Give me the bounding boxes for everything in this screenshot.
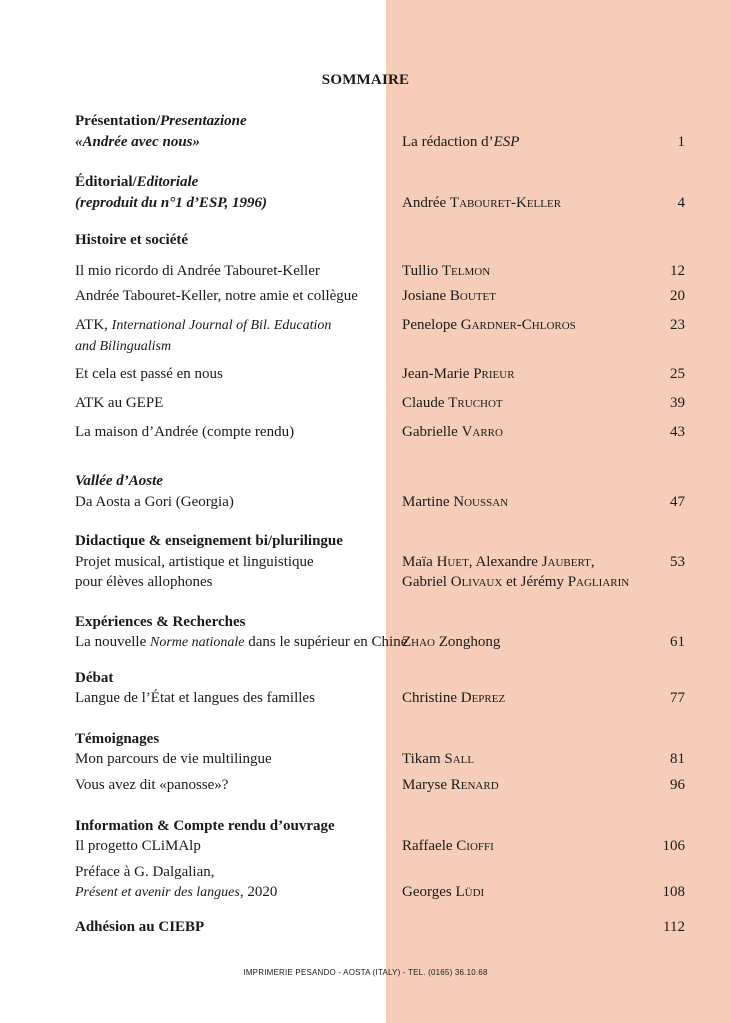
author-last: Prieur xyxy=(473,366,515,382)
toc-page: 43 xyxy=(670,424,685,440)
author-last: Gardner-Chloros xyxy=(460,317,576,333)
section-heading-vallee: Vallée d’Aoste xyxy=(75,473,163,489)
author-first: Zonghong xyxy=(435,634,501,650)
toc-title: Préface à G. Dalgalian, xyxy=(75,864,215,880)
toc-page: 25 xyxy=(670,366,685,382)
author-first: Georges xyxy=(402,884,456,900)
author-last: Tabouret-Keller xyxy=(449,195,562,211)
toc-page: 20 xyxy=(670,288,685,304)
toc-title xyxy=(75,634,407,651)
toc-author xyxy=(402,690,505,707)
toc-author xyxy=(402,494,508,511)
toc-author xyxy=(402,263,490,280)
toc-title: Et cela est passé en nous xyxy=(75,366,223,382)
author-last: Lüdi xyxy=(455,884,485,900)
author-last: Sall xyxy=(444,751,475,767)
toc-author xyxy=(402,554,595,571)
toc-title: Projet musical, artistique et linguistique xyxy=(75,554,314,570)
toc-title: Langue de l’État et langues des familles xyxy=(75,690,315,706)
section-heading-information: Information & Compte rendu d’ouvrage xyxy=(75,818,335,834)
author-last: Telmon xyxy=(441,263,491,279)
author-first: Gabriel xyxy=(402,574,451,590)
toc-author xyxy=(402,838,494,855)
printer-footer: IMPRIMERIE PESANDO - AOSTA (ITALY) - TEL. (0165) 36.10.68 xyxy=(243,968,488,977)
section-heading-temoignages: Témoignages xyxy=(75,731,160,747)
toc-title: La maison d’Andrée (compte rendu) xyxy=(75,424,295,440)
section-heading-didactique: Didactique & enseignement bi/plurilingue xyxy=(75,533,343,549)
toc-page: 96 xyxy=(670,777,685,793)
editorial-page: 4 xyxy=(677,195,685,211)
section-heading-experiences: Expériences & Recherches xyxy=(75,614,246,630)
toc-title: Vous avez dit «panosse»? xyxy=(75,777,229,793)
presentation-subtitle: «Andrée avec nous» xyxy=(75,134,200,150)
toc-title-cont xyxy=(75,884,277,901)
toc-page: 77 xyxy=(670,690,685,706)
author-last: Deprez xyxy=(460,690,506,706)
author-esp: ESP xyxy=(493,134,520,150)
author-last: Boutet xyxy=(449,288,496,304)
title-part: , 2020 xyxy=(239,884,278,900)
title-part: dans le supérieur en Chine xyxy=(244,634,408,650)
toc-page: 12 xyxy=(670,263,685,279)
author-last: Cioffi xyxy=(456,838,494,854)
section-heading-adhesion: Adhésion au CIEBP xyxy=(75,919,205,935)
toc-page: 47 xyxy=(670,494,685,510)
author-first: Maïa xyxy=(402,554,437,570)
toc-title: Da Aosta a Gori (Georgia) xyxy=(75,494,234,510)
toc-author xyxy=(402,366,515,383)
title-part: La nouvelle xyxy=(75,634,150,650)
toc-author xyxy=(402,884,484,901)
author-first: Jean-Marie xyxy=(402,366,474,382)
author-first: Tikam xyxy=(402,751,445,767)
toc-title: Il progetto CLiMAlp xyxy=(75,838,201,854)
toc-page: 81 xyxy=(670,751,685,767)
page-title: SOMMAIRE xyxy=(321,72,410,88)
toc-page: 39 xyxy=(670,395,685,411)
author-last: Huet xyxy=(436,554,469,570)
section-heading-debat: Débat xyxy=(75,670,114,686)
author-first: Claude xyxy=(402,395,449,411)
heading-it: Presentazione xyxy=(159,113,247,129)
toc-author xyxy=(402,634,500,651)
toc-page: 23 xyxy=(670,317,685,333)
title-italic: Présent et avenir des langues xyxy=(75,885,240,900)
toc-page: 112 xyxy=(663,919,685,935)
author-last: Renard xyxy=(450,777,499,793)
toc-page: 106 xyxy=(662,838,685,854)
author-last: Jaubert xyxy=(541,554,591,570)
author-first: Penelope xyxy=(402,317,461,333)
toc-page: 108 xyxy=(662,884,685,900)
toc-title: ATK au GEPE xyxy=(75,395,164,411)
author-first: Raffaele xyxy=(402,838,457,854)
author-last: Zhao xyxy=(402,634,435,650)
section-heading-editorial xyxy=(75,174,198,191)
editorial-author xyxy=(402,195,561,212)
author-last: Pagliarin xyxy=(567,574,630,590)
toc-author xyxy=(402,395,503,412)
toc-author-cont xyxy=(402,574,629,591)
author-first: Tullio xyxy=(402,263,442,279)
author-last: Varro xyxy=(461,424,503,440)
toc-author xyxy=(402,317,576,334)
toc-title: Il mio ricordo di Andrée Tabouret-Keller xyxy=(75,263,320,279)
heading-it: Editoriale xyxy=(136,174,199,190)
toc-author xyxy=(402,751,474,768)
author-first: Christine xyxy=(402,690,461,706)
heading-fr: Éditorial/ xyxy=(75,174,137,190)
author-sep: et Jérémy xyxy=(502,574,568,590)
toc-page: 61 xyxy=(670,634,685,650)
toc-title: Mon parcours de vie multilingue xyxy=(75,751,272,767)
toc-title-cont: and Bilingualism xyxy=(75,339,172,354)
author-last: Noussan xyxy=(453,494,509,510)
title-italic: Norme nationale xyxy=(149,635,245,650)
presentation-author xyxy=(402,134,519,151)
right-color-panel xyxy=(386,0,731,1023)
author-sep: , xyxy=(590,554,595,570)
author-first: Josiane xyxy=(402,288,450,304)
toc-author xyxy=(402,777,499,794)
author-last: Olivaux xyxy=(450,574,503,590)
section-heading-presentation xyxy=(75,113,247,130)
author-first: Gabrielle xyxy=(402,424,462,440)
toc-page: 53 xyxy=(670,554,685,570)
editorial-subtitle: (reproduit du n°1 d’ESP, 1996) xyxy=(75,195,268,211)
toc-title: Andrée Tabouret-Keller, notre amie et collègue xyxy=(75,288,358,304)
title-journal: International Journal of Bil. Education xyxy=(111,318,332,333)
author-first: Maryse xyxy=(402,777,451,793)
toc-author xyxy=(402,288,496,305)
toc-title xyxy=(75,317,331,334)
section-heading-histoire: Histoire et société xyxy=(75,232,189,248)
heading-fr: Présentation/ xyxy=(75,113,160,129)
author-first: Martine xyxy=(402,494,454,510)
author-text: La rédaction d’ xyxy=(402,134,494,150)
author-last: Truchot xyxy=(448,395,503,411)
author-sep: , Alexandre xyxy=(468,554,542,570)
presentation-page: 1 xyxy=(677,134,685,150)
toc-title-cont: pour élèves allophones xyxy=(75,574,213,590)
toc-author xyxy=(402,424,503,441)
title-part: ATK, xyxy=(75,317,112,333)
author-first: Andrée xyxy=(402,195,450,211)
